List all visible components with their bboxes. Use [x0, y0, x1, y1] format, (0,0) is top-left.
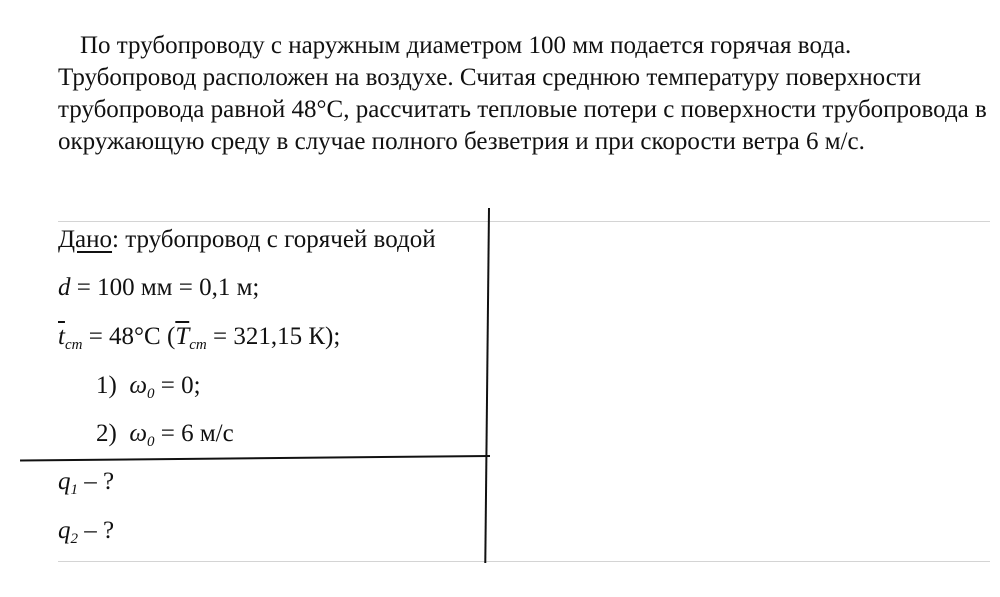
- temperature-subscript: cm: [64, 337, 83, 353]
- temperature-kelvin: = 321,15 К);: [206, 323, 341, 350]
- wind-speed-value-2: = 6 м/с: [154, 420, 234, 447]
- diameter-value: = 100 мм = 0,1 м;: [70, 274, 260, 301]
- wind-speed-subscript-2: 0: [146, 434, 155, 450]
- given-label: Дано: [58, 226, 113, 253]
- given-divider-horizontal: [20, 455, 490, 462]
- q1-subscript: 1: [70, 482, 78, 498]
- temperature-kelvin-symbol: $\overline{T}$: [175, 323, 190, 350]
- diameter-symbol: d: [58, 274, 71, 301]
- wind-speed-value-1: = 0;: [154, 372, 201, 399]
- q2-symbol: q: [58, 517, 71, 544]
- given-diameter: [58, 273, 259, 303]
- given-header: [58, 225, 436, 255]
- temperature-celsius: = 48°С (: [82, 323, 176, 350]
- temperature-kelvin-subscript: cm: [189, 337, 207, 353]
- q1-question: – ?: [78, 468, 115, 495]
- top-rule: [58, 221, 990, 222]
- problem-statement: [58, 30, 988, 158]
- case-2-number: 2): [96, 420, 117, 447]
- wind-speed-symbol-2: ω: [129, 420, 147, 447]
- given-wind-case-1: [96, 371, 201, 409]
- wind-speed-subscript: 0: [146, 386, 155, 402]
- q1-symbol: q: [58, 468, 71, 495]
- find-q1: [58, 467, 114, 505]
- find-q2: [58, 516, 114, 554]
- given-temperature: [58, 322, 340, 360]
- case-1-number: 1): [96, 372, 117, 399]
- given-description: : трубопровод с горячей водой: [112, 226, 436, 253]
- wind-speed-symbol: ω: [129, 372, 147, 399]
- temperature-symbol: $\overline{t}$: [58, 323, 65, 350]
- given-wind-case-2: [96, 419, 234, 457]
- given-divider-vertical: [484, 208, 490, 563]
- q2-subscript: 2: [70, 531, 78, 547]
- q2-question: – ?: [78, 517, 115, 544]
- problem-text: По трубопроводу с наружным диаметром 100 мм подается горячая вода. Трубопровод расположен на воздухе. Считая среднюю температуру поверхности трубопровода равной 48°С, рассчитать тепловые потери с поверхности трубопровода в окружающую среду в случае полного безветрия и при скорости ветра 6 м/с.: [58, 32, 987, 155]
- bottom-rule: [58, 561, 990, 562]
